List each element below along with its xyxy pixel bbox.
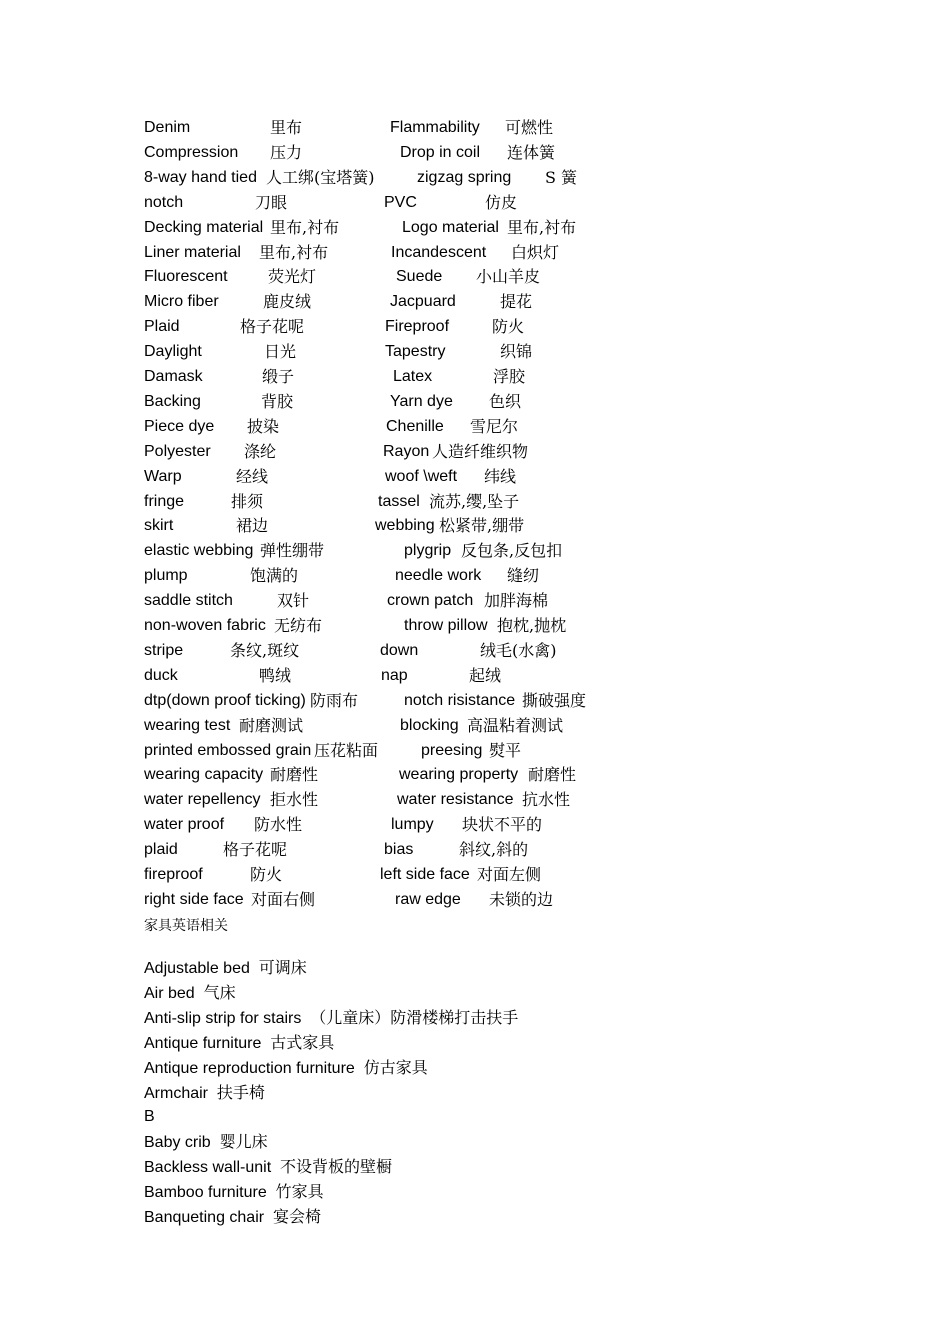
glossary-term-zh: 缎子: [262, 367, 295, 386]
glossary-term-en: Tapestry: [385, 343, 446, 360]
glossary-term-en: printed embossed grain: [144, 742, 312, 759]
furniture-term-zh: 可调床: [258, 958, 307, 977]
glossary-term-en: Yarn dye: [390, 393, 453, 410]
glossary-term-en: Logo material: [402, 219, 499, 236]
furniture-term-row: [144, 983, 236, 1004]
glossary-term-en: raw edge: [395, 891, 461, 908]
glossary-term-zh: 经线: [236, 467, 269, 486]
glossary-term-zh: 块状不平的: [462, 815, 543, 834]
glossary-term-zh: 耐磨测试: [239, 716, 304, 735]
glossary-term-zh: 防雨布: [310, 691, 359, 710]
glossary-term-zh: 起绒: [469, 666, 502, 685]
glossary-term-zh: 未锁的边: [489, 890, 554, 909]
furniture-term-zh: 古式家具: [270, 1033, 335, 1052]
glossary-term-zh: 防水性: [254, 815, 303, 834]
furniture-term-en: B: [144, 1108, 155, 1125]
glossary-term-en: notch risistance: [404, 692, 516, 709]
glossary-term-en: plygrip: [404, 542, 452, 559]
glossary-term-zh: 无纺布: [274, 616, 323, 635]
glossary-term-en: Micro fiber: [144, 293, 219, 310]
glossary-term-en: tassel: [378, 493, 420, 510]
glossary-term-zh: 鸭绒: [259, 666, 292, 685]
glossary-term-en: Fireproof: [385, 318, 450, 335]
glossary-term-en: Compression: [144, 144, 239, 161]
glossary-term-zh: 可燃性: [505, 118, 554, 137]
glossary-term-zh: 雪尼尔: [470, 417, 519, 436]
glossary-term-zh: 抱枕,抛枕: [497, 616, 567, 635]
glossary-term-zh: 披染: [247, 417, 280, 436]
glossary-term-zh: 压花粘面: [314, 741, 379, 760]
furniture-term-row: [144, 1083, 265, 1104]
furniture-term-zh: 婴儿床: [219, 1132, 268, 1151]
glossary-term-zh: 里布: [270, 118, 303, 137]
glossary-term-zh: 荧光灯: [268, 267, 317, 286]
term-separator: [211, 1134, 220, 1151]
glossary-term-zh: 背胶: [261, 392, 294, 411]
section-heading: 家具英语相关: [144, 918, 228, 934]
glossary-term-zh: 排须: [231, 492, 264, 511]
glossary-term-zh: 里布,衬布: [507, 218, 577, 237]
glossary-term-en: non-woven fabric: [144, 617, 266, 634]
furniture-term-en: Antique furniture: [144, 1035, 262, 1052]
glossary-term-zh: 加胖海棉: [484, 591, 549, 610]
furniture-term-en: Banqueting chair: [144, 1209, 265, 1226]
glossary-term-en: water resistance: [397, 791, 514, 808]
glossary-term-zh: S 簧: [545, 168, 578, 187]
glossary-term-en: bias: [384, 841, 414, 858]
glossary-term-zh: 反包条,反包扣: [461, 541, 563, 560]
glossary-term-zh: 格子花呢: [240, 317, 305, 336]
glossary-term-zh: 提花: [500, 292, 533, 311]
furniture-term-row: [144, 1058, 428, 1079]
furniture-term-zh: 竹家具: [275, 1182, 324, 1201]
glossary-term-zh: 日光: [264, 342, 297, 361]
glossary-term-zh: 绒毛(水禽): [480, 641, 557, 660]
furniture-term-zh: 气床: [203, 983, 236, 1002]
furniture-term-row: [144, 1132, 268, 1153]
glossary-term-zh: 撕破强度: [522, 691, 587, 710]
glossary-term-zh: 抗水性: [522, 790, 571, 809]
glossary-term-en: wearing test: [144, 717, 231, 734]
glossary-term-zh: 小山羊皮: [476, 267, 541, 286]
glossary-term-zh: 格子花呢: [223, 840, 288, 859]
glossary-term-en: Rayon: [383, 443, 430, 460]
glossary-term-zh: 熨平: [489, 741, 522, 760]
glossary-term-zh: 防火: [492, 317, 525, 336]
glossary-term-en: Jacpuard: [390, 293, 456, 310]
glossary-term-zh: 条纹,斑纹: [230, 641, 300, 660]
term-separator: [355, 1060, 364, 1077]
furniture-term-row: [144, 1207, 321, 1228]
glossary-term-zh: 对面右侧: [251, 890, 316, 909]
glossary-term-en: Polyester: [144, 443, 211, 460]
term-separator: [195, 985, 204, 1002]
glossary-term-zh: 拒水性: [270, 790, 319, 809]
glossary-term-zh: 缝纫: [507, 566, 540, 585]
furniture-term-row: [144, 1182, 324, 1203]
glossary-term-en: wearing capacity: [144, 766, 264, 783]
glossary-term-en: dtp(down proof ticking): [144, 692, 306, 709]
glossary-term-en: Daylight: [144, 343, 202, 360]
glossary-term-en: Fluorescent: [144, 268, 228, 285]
furniture-term-row: [144, 1157, 392, 1178]
glossary-term-en: water proof: [144, 816, 225, 833]
furniture-term-en: Antique reproduction furniture: [144, 1060, 355, 1077]
furniture-term-en: Adjustable bed: [144, 960, 250, 977]
glossary-term-zh: 人造纤维织物: [432, 442, 529, 461]
glossary-term-en: left side face: [380, 866, 470, 883]
glossary-term-zh: 色织: [489, 392, 522, 411]
glossary-term-en: Plaid: [144, 318, 180, 335]
term-separator: [267, 1184, 276, 1201]
glossary-term-zh: 里布,衬布: [259, 243, 329, 262]
glossary-term-en: Denim: [144, 119, 191, 136]
term-separator: [250, 960, 259, 977]
glossary-term-zh: 仿皮: [485, 193, 518, 212]
glossary-term-zh: 双针: [277, 591, 310, 610]
furniture-term-zh: 扶手椅: [216, 1083, 265, 1102]
glossary-term-zh: 防火: [250, 865, 283, 884]
glossary-term-en: plaid: [144, 841, 178, 858]
glossary-term-en: Warp: [144, 468, 182, 485]
glossary-term-zh: 弹性绷带: [260, 541, 325, 560]
furniture-term-en: Bamboo furniture: [144, 1184, 267, 1201]
glossary-term-en: skirt: [144, 517, 174, 534]
glossary-term-en: nap: [381, 667, 408, 684]
furniture-term-en: Armchair: [144, 1085, 209, 1102]
glossary-term-en: preesing: [421, 742, 483, 759]
glossary-term-en: lumpy: [391, 816, 434, 833]
glossary-term-zh: 刀眼: [255, 193, 288, 212]
furniture-term-row: [144, 1008, 518, 1029]
glossary-term-en: Decking material: [144, 219, 264, 236]
furniture-term-en: Baby crib: [144, 1134, 211, 1151]
glossary-term-en: throw pillow: [404, 617, 488, 634]
glossary-term-zh: 织锦: [500, 342, 533, 361]
term-separator: [264, 1209, 273, 1226]
furniture-term-en: Anti-slip strip for stairs: [144, 1010, 302, 1027]
glossary-term-zh: 耐磨性: [270, 765, 319, 784]
term-separator: [301, 1010, 310, 1027]
glossary-term-zh: 涤纶: [244, 442, 277, 461]
glossary-term-en: duck: [144, 667, 178, 684]
glossary-term-en: water repellency: [144, 791, 261, 808]
glossary-term-zh: 里布,衬布: [270, 218, 340, 237]
glossary-term-en: fireproof: [144, 866, 203, 883]
glossary-term-zh: 鹿皮绒: [263, 292, 312, 311]
term-separator: [271, 1159, 280, 1176]
glossary-term-en: woof \weft: [385, 468, 458, 485]
glossary-term-en: crown patch: [387, 592, 474, 609]
glossary-term-zh: 高温粘着测试: [467, 716, 564, 735]
furniture-term-row: [144, 1107, 155, 1127]
glossary-term-zh: 松紧带,绷带: [439, 516, 525, 535]
glossary-term-en: saddle stitch: [144, 592, 233, 609]
glossary-term-zh: 白炽灯: [511, 243, 560, 262]
glossary-term-en: 8-way hand tied: [144, 169, 257, 186]
glossary-term-en: zigzag spring: [417, 169, 512, 186]
glossary-term-en: Damask: [144, 368, 203, 385]
glossary-term-en: Suede: [396, 268, 443, 285]
glossary-term-en: Latex: [393, 368, 433, 385]
term-separator: [261, 1035, 270, 1052]
glossary-term-en: Chenille: [386, 418, 444, 435]
glossary-term-en: down: [380, 642, 419, 659]
glossary-term-en: PVC: [384, 194, 417, 211]
furniture-term-row: [144, 1033, 334, 1054]
glossary-term-en: plump: [144, 567, 188, 584]
glossary-term-zh: 耐磨性: [528, 765, 577, 784]
term-separator: [208, 1085, 217, 1102]
glossary-term-zh: 压力: [270, 143, 303, 162]
glossary-term-zh: 浮胶: [493, 367, 526, 386]
furniture-term-row: [144, 958, 307, 979]
glossary-term-zh: 裙边: [236, 516, 269, 535]
furniture-term-zh: （儿童床）防滑楼梯打击扶手: [310, 1008, 519, 1027]
furniture-term-zh: 不设背板的壁橱: [280, 1157, 393, 1176]
furniture-term-en: Air bed: [144, 985, 195, 1002]
glossary-term-en: Piece dye: [144, 418, 215, 435]
glossary-term-en: stripe: [144, 642, 184, 659]
glossary-term-en: Drop in coil: [400, 144, 481, 161]
furniture-term-zh: 宴会椅: [272, 1207, 321, 1226]
glossary-term-en: webbing: [375, 517, 435, 534]
glossary-term-zh: 连体簧: [507, 143, 556, 162]
glossary-term-en: elastic webbing: [144, 542, 254, 559]
glossary-term-en: Flammability: [390, 119, 480, 136]
glossary-term-en: fringe: [144, 493, 185, 510]
glossary-term-zh: 纬线: [484, 467, 517, 486]
glossary-term-zh: 斜纹,斜的: [459, 840, 529, 859]
glossary-term-en: Backing: [144, 393, 201, 410]
furniture-term-en: Backless wall-unit: [144, 1159, 272, 1176]
glossary-term-en: needle work: [395, 567, 482, 584]
glossary-term-zh: 饱满的: [250, 566, 299, 585]
glossary-term-zh: 流苏,缨,坠子: [429, 492, 520, 511]
glossary-term-zh: 对面左侧: [477, 865, 542, 884]
glossary-term-en: Incandescent: [391, 244, 487, 261]
glossary-term-en: Liner material: [144, 244, 241, 261]
glossary-term-zh: 人工绑(宝塔簧): [266, 168, 375, 187]
glossary-term-en: notch: [144, 194, 184, 211]
glossary-term-en: right side face: [144, 891, 244, 908]
glossary-term-en: blocking: [400, 717, 459, 734]
glossary-term-en: wearing property: [399, 766, 519, 783]
furniture-term-zh: 仿古家具: [363, 1058, 428, 1077]
